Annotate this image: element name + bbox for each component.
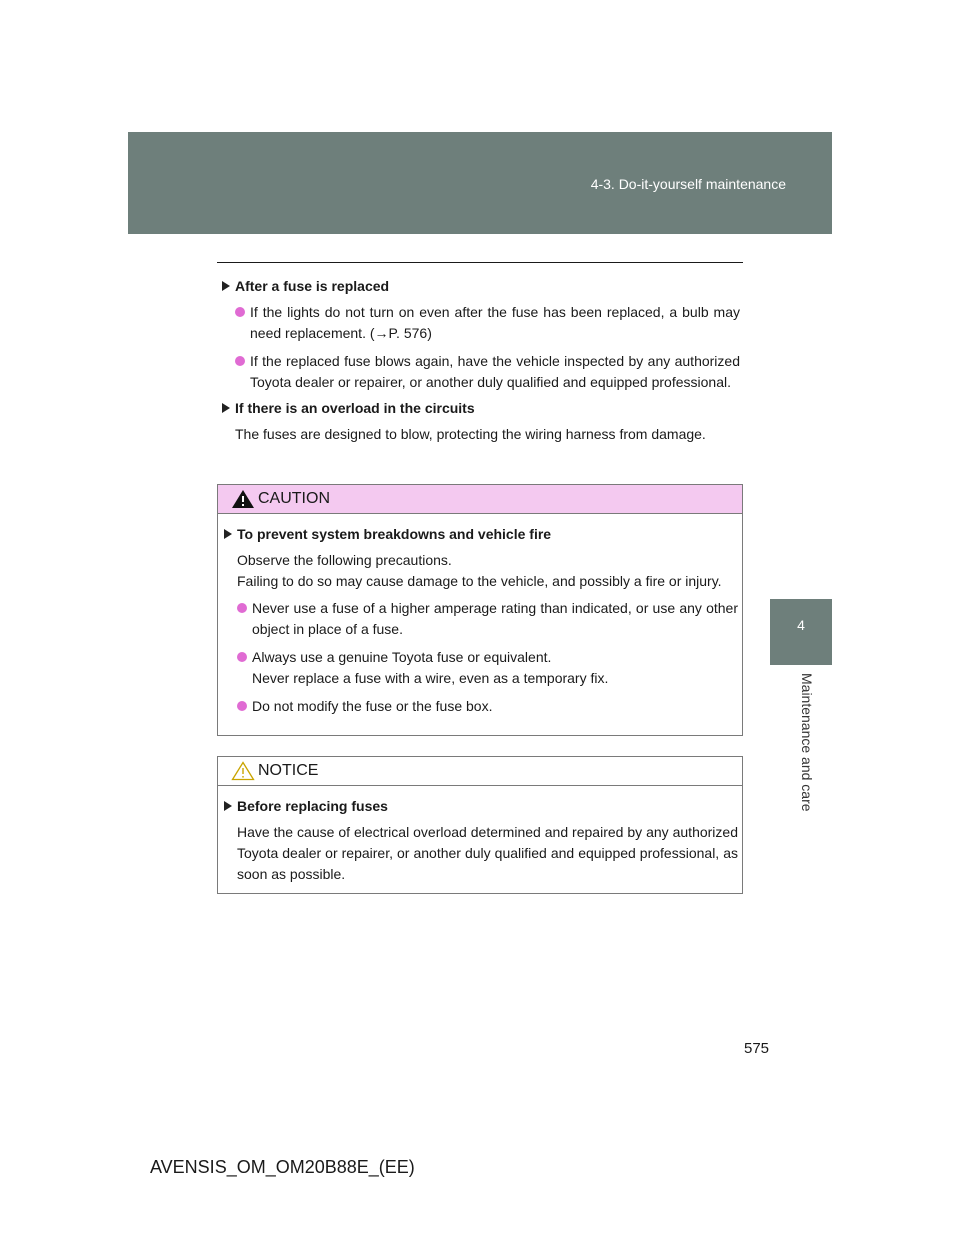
section-title: 4-3. Do-it-yourself maintenance	[590, 176, 786, 192]
triangle-bullet-icon	[224, 801, 232, 811]
triangle-bullet-icon	[224, 529, 232, 539]
caution-box	[217, 484, 743, 736]
chapter-tab	[770, 599, 832, 665]
caution-intro: Failing to do so may cause damage to the vehicle, and possibly a fire or injury.	[237, 573, 722, 589]
notice-text: Have the cause of electrical overload determined and repaired by any authorized Toyota dealer or repairer, or another duly qualified and equipped professional, as soon as possible.	[237, 824, 738, 882]
notice-body	[218, 786, 742, 901]
page-number: 575	[744, 1040, 770, 1057]
bullet-dot-icon	[235, 307, 245, 317]
triangle-bullet-icon	[222, 403, 230, 413]
warning-outline-icon	[231, 761, 255, 781]
notice-heading: Before replacing fuses	[222, 798, 738, 814]
chapter-label: Maintenance and care	[799, 673, 815, 812]
bullet-dot-icon	[237, 652, 247, 662]
caution-header	[218, 485, 742, 514]
triangle-bullet-icon	[222, 281, 230, 291]
caution-intro: Observe the following precautions.	[237, 552, 452, 568]
caution-body	[218, 514, 742, 734]
notice-label: NOTICE	[258, 762, 319, 779]
section-heading: If there is an overload in the circuits	[220, 400, 740, 416]
top-rule	[217, 262, 743, 263]
bullet-list	[220, 302, 740, 393]
list-item: If the replaced fuse blows again, have the vehicle inspected by any authorized Toyota dealer or repairer, or another duly qualified and equipped professional.	[235, 351, 740, 393]
list-item: Do not modify the fuse or the fuse box.	[237, 696, 738, 717]
main-content	[220, 278, 740, 451]
list-item: Always use a genuine Toyota fuse or equivalent. Never replace a fuse with a wire, even as a temporary fix.	[237, 647, 738, 689]
list-item: If the lights do not turn on even after the fuse has been replaced, a bulb may need replacement. (→P. 576)	[235, 302, 740, 344]
bullet-dot-icon	[237, 603, 247, 613]
list-item: Never use a fuse of a higher amperage rating than indicated, or use any other object in place of a fuse.	[237, 598, 738, 640]
section-heading: After a fuse is replaced	[220, 278, 740, 294]
warning-icon	[231, 489, 255, 509]
notice-header	[218, 757, 742, 786]
bullet-dot-icon	[235, 356, 245, 366]
document-code: AVENSIS_OM_OM20B88E_(EE)	[150, 1157, 415, 1177]
chapter-label-area	[770, 665, 832, 840]
bullet-dot-icon	[237, 701, 247, 711]
header-band	[128, 132, 832, 234]
section-text: The fuses are designed to blow, protecting the wiring harness from damage.	[235, 426, 706, 442]
caution-label: CAUTION	[258, 490, 330, 507]
bullet-list	[222, 598, 738, 717]
notice-box	[217, 756, 743, 894]
caution-heading: To prevent system breakdowns and vehicle fire	[222, 526, 738, 542]
chapter-number: 4	[797, 617, 805, 633]
